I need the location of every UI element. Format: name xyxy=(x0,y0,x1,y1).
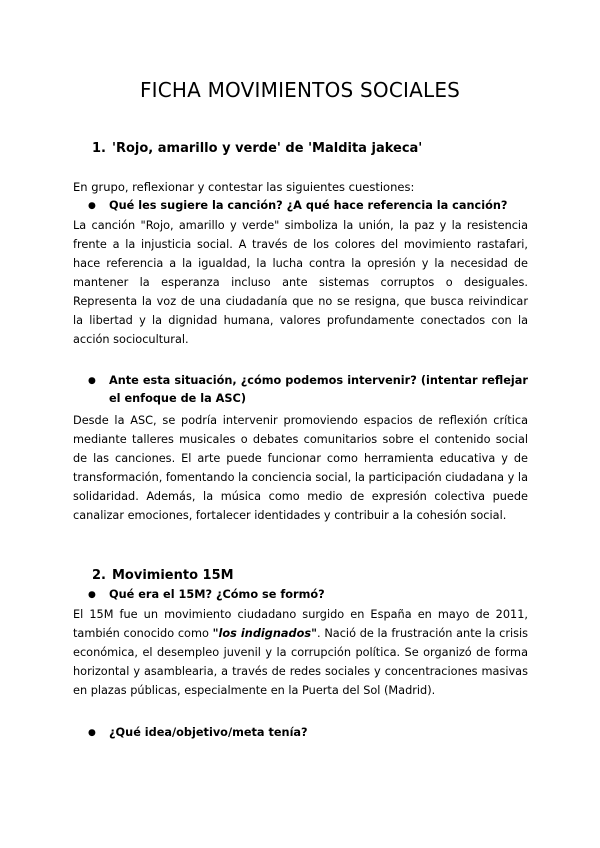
answer-emphasis: "los indignados" xyxy=(212,627,318,640)
bullet-icon: ● xyxy=(88,201,96,211)
question-text: ¿Qué idea/objetivo/meta tenía? xyxy=(109,726,308,739)
section-1-question-2 xyxy=(73,372,528,408)
answer-text-start: El 15M fue un movimiento ciudadano surgido en España en mayo de 2011, también conocido como xyxy=(73,608,528,640)
question-text: Qué les sugiere la canción? ¿A qué hace referencia la canción? xyxy=(109,199,508,212)
bullet-icon: ● xyxy=(88,376,96,386)
section-1-question-1 xyxy=(73,197,528,215)
section-1-answer-2: Desde la ASC, se podría intervenir promoviendo espacios de reflexión crítica mediante talleres musicales o debates comunitarios sobre el contenido social de las canciones. El arte puede funcionar como herramienta educativa y de transformación, fomentando la conciencia social, la participación ciudadana y la solidaridad. Además, la música como medio de expresión colectiva puede canalizar emociones, fortalecer identidades y contribuir a la cohesión social. xyxy=(73,414,528,522)
section-1-answer-1: La canción "Rojo, amarillo y verde" simboliza la unión, la paz y la resistencia frente a la injusticia social. A través de los colores del movimiento rastafari, hace referencia a la igualdad, la lucha contra la opresión y la necesidad de mantener la esperanza incluso ante sistemas corruptos o desiguales. Representa la voz de una ciudadanía que no se resigna, que busca reivindicar la libertad y la dignidad humana, valores profundamente conectados con la acción sociocultural. xyxy=(73,219,528,346)
bullet-icon: ● xyxy=(88,728,96,738)
section-1-number: 1. xyxy=(92,141,106,156)
section-1-intro: En grupo, reflexionar y contestar las siguientes cuestiones: xyxy=(73,180,415,194)
answer-text-end: . Nació de la frustración ante la crisis económica, el desempleo juvenil y la corrupción política. Se organizó de forma horizontal y asamblearia, a través de redes sociales y concentraciones masivas en plazas públicas, especialmente en la Puerta del Sol (Madrid). xyxy=(73,627,529,697)
section-1-heading xyxy=(92,141,422,156)
bullet-icon: ● xyxy=(88,590,96,600)
section-2-question-1 xyxy=(73,586,528,604)
section-2-number: 2. xyxy=(92,568,106,583)
question-text: Qué era el 15M? ¿Cómo se formó? xyxy=(109,588,325,601)
section-2-answer-1 xyxy=(73,605,528,700)
section-2-title: Movimiento 15M xyxy=(111,568,234,583)
question-text: Ante esta situación, ¿cómo podemos intervenir? (intentar reflejar el enfoque de la ASC) xyxy=(109,374,528,405)
section-2-question-2 xyxy=(73,724,528,742)
page-title: FICHA MOVIMIENTOS SOCIALES xyxy=(139,78,461,102)
section-2-heading xyxy=(92,568,234,583)
section-1-title: 'Rojo, amarillo y verde' de 'Maldita jakeca' xyxy=(111,141,423,156)
